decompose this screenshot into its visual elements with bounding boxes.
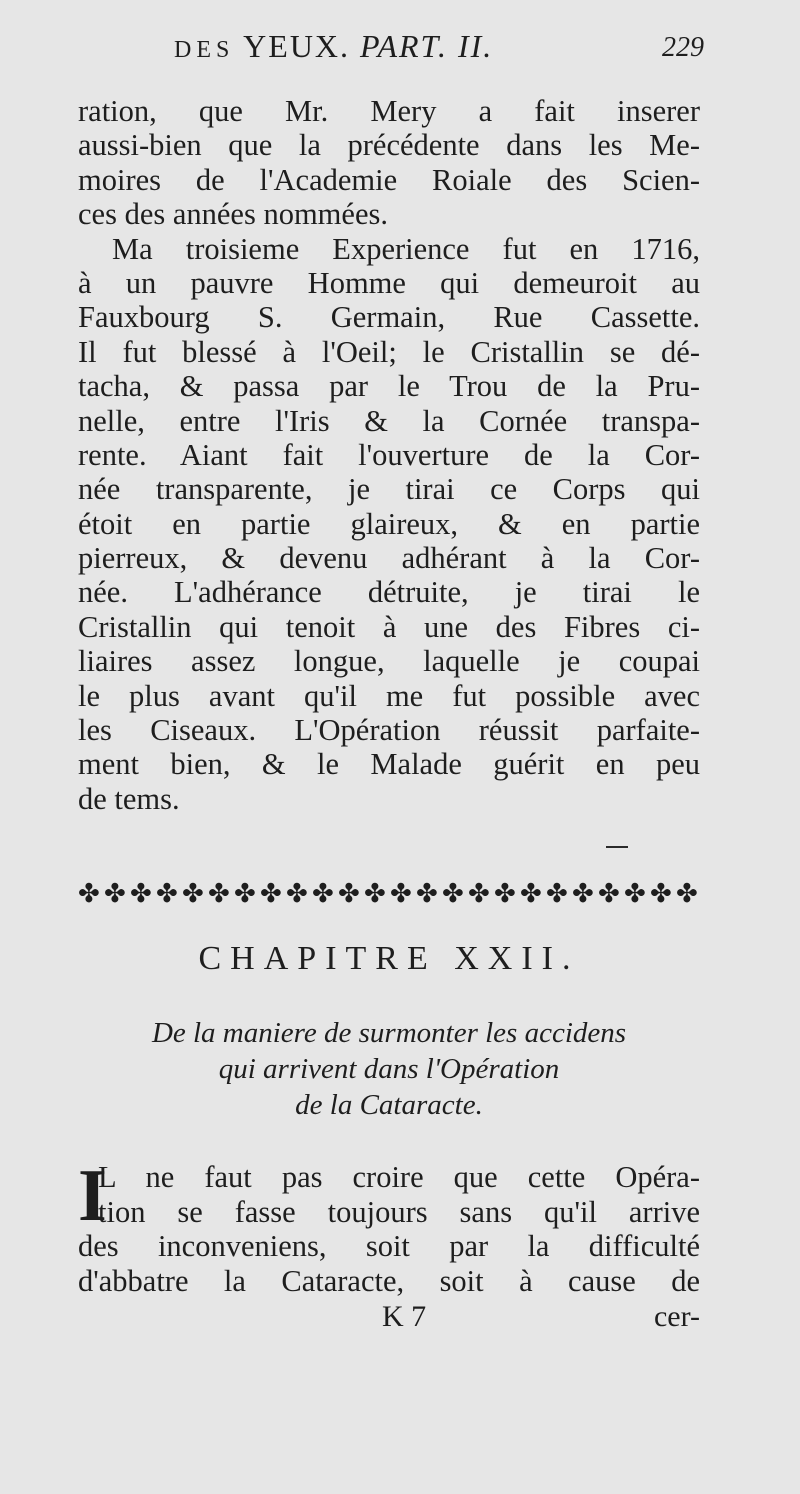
text-line: le plus avant qu'il me fut possible avec bbox=[78, 678, 700, 713]
text-line: des inconveniens, soit par la difficulté bbox=[78, 1229, 700, 1263]
chapter-body bbox=[78, 1155, 700, 1298]
ornament-rule bbox=[78, 872, 698, 916]
text-line: pierreux, & devenu adhérant à la Cor- bbox=[78, 541, 700, 576]
fleuron-icon: ✤ bbox=[312, 879, 334, 908]
text-line: liaires assez longue, laquelle je coupai bbox=[78, 644, 700, 679]
fleuron-icon: ✤ bbox=[416, 879, 438, 908]
page-number: 229 bbox=[662, 32, 704, 63]
body-text bbox=[78, 94, 700, 816]
text-line: les Ciseaux. L'Opération réussit parfaite- bbox=[78, 713, 700, 748]
fleuron-icon: ✤ bbox=[572, 879, 594, 908]
fleuron-icon: ✤ bbox=[208, 879, 230, 908]
text-line: Il fut blessé à l'Oeil; le Cristallin se dé- bbox=[78, 334, 700, 369]
text-line: aussi-bien que la précédente dans les Me- bbox=[78, 128, 700, 163]
fleuron-icon: ✤ bbox=[286, 879, 308, 908]
fleuron-icon: ✤ bbox=[156, 879, 178, 908]
running-title-yeux: YEUX. bbox=[243, 28, 351, 64]
fleuron-icon: ✤ bbox=[338, 879, 360, 908]
text-line: à un pauvre Homme qui demeuroit au bbox=[78, 265, 700, 300]
text-line: Cristallin qui tenoit à une des Fibres ci- bbox=[78, 609, 700, 644]
text-line: de tems. bbox=[78, 781, 180, 816]
subtitle-line: qui arrivent dans l'Opération bbox=[218, 1053, 560, 1085]
fleuron-icon: ✤ bbox=[650, 879, 672, 908]
fleuron-icon: ✤ bbox=[520, 879, 542, 908]
text-line: L ne faut pas croire que cette Opéra- bbox=[98, 1160, 700, 1194]
text-line: rente. Aiant fait l'ouverture de la Cor- bbox=[78, 437, 700, 472]
catchword: cer- bbox=[653, 1300, 700, 1333]
text-line: nelle, entre l'Iris & la Cornée transpa- bbox=[78, 403, 700, 438]
text-line: Ma troisieme Experience fut en 1716, bbox=[112, 231, 700, 266]
running-title bbox=[174, 28, 493, 65]
fleuron-icon: ✤ bbox=[676, 879, 698, 908]
fleuron-icon: ✤ bbox=[624, 879, 646, 908]
fleuron-icon: ✤ bbox=[78, 879, 100, 908]
fleuron-icon: ✤ bbox=[390, 879, 412, 908]
running-title-part: PART. II. bbox=[360, 28, 494, 64]
running-title-des: DES bbox=[174, 37, 235, 63]
text-line: ces des années nommées. bbox=[78, 197, 388, 232]
chapter-title: CHAPITRE XXII. bbox=[198, 940, 580, 977]
fleuron-icon: ✤ bbox=[260, 879, 282, 908]
text-line: tion se fasse toujours sans qu'il arrive bbox=[98, 1194, 700, 1229]
fleuron-icon: ✤ bbox=[130, 879, 152, 908]
text-line: ment bien, & le Malade guérit en peu bbox=[78, 747, 700, 782]
drop-cap: I bbox=[78, 1155, 107, 1237]
fleuron-icon: ✤ bbox=[442, 879, 464, 908]
fleuron-icon: ✤ bbox=[234, 879, 256, 908]
fleuron-icon: ✤ bbox=[494, 879, 516, 908]
fleuron-icon: ✤ bbox=[364, 879, 386, 908]
text-line: Fauxbourg S. Germain, Rue Cassette. bbox=[78, 300, 700, 335]
fleuron-icon: ✤ bbox=[598, 879, 620, 908]
text-line: née. L'adhérance détruite, je tirai le bbox=[78, 575, 700, 610]
running-head bbox=[78, 22, 704, 72]
signature-mark: K 7 bbox=[382, 1300, 427, 1333]
section-dash bbox=[606, 846, 628, 848]
text-line: née transparente, je tirai ce Corps qui bbox=[78, 472, 700, 507]
fleuron-icon: ✤ bbox=[104, 879, 126, 908]
fleuron-icon: ✤ bbox=[468, 879, 490, 908]
fleuron-icon: ✤ bbox=[182, 879, 204, 908]
subtitle-line: De la maniere de surmonter les accidens bbox=[151, 1017, 627, 1049]
fleuron-icon: ✤ bbox=[546, 879, 568, 908]
subtitle-line: de la Cataracte. bbox=[295, 1089, 483, 1121]
chapter-subtitle bbox=[78, 1015, 700, 1123]
text-line: moires de l'Academie Roiale des Scien- bbox=[78, 162, 700, 197]
text-line: tacha, & passa par le Trou de la Pru- bbox=[78, 369, 700, 404]
text-line: d'abbatre la Cataracte, soit à cause de bbox=[78, 1263, 700, 1298]
page-footer bbox=[78, 1300, 700, 1340]
text-line: ration, que Mr. Mery a fait inserer bbox=[78, 94, 700, 128]
text-line: étoit en partie glaireux, & en partie bbox=[78, 506, 700, 541]
